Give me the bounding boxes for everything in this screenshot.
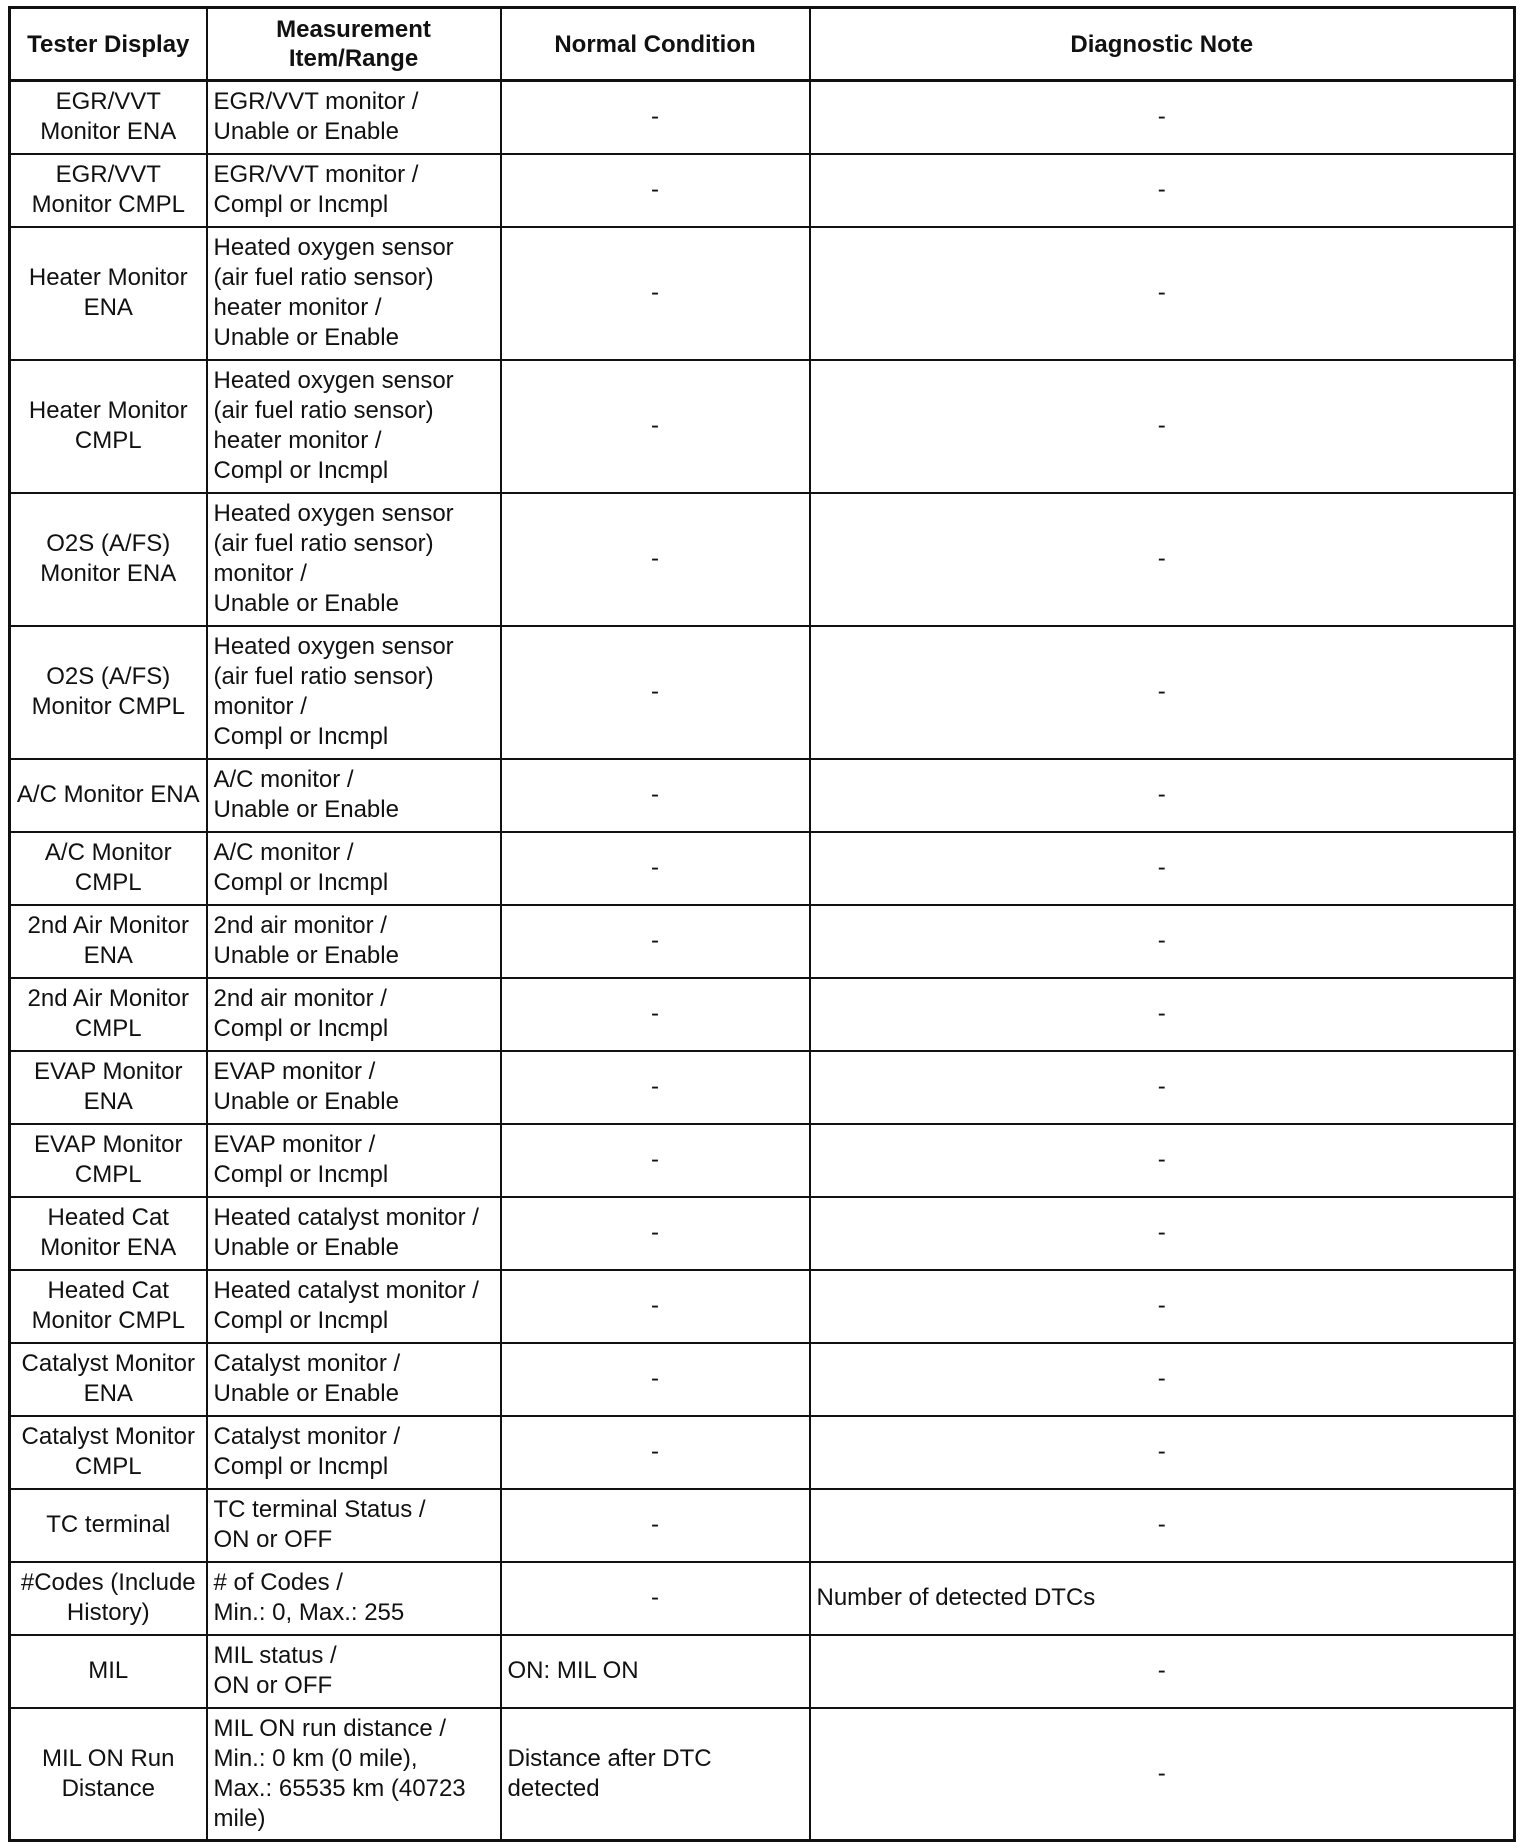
- cell-normal-condition: -: [501, 1489, 810, 1562]
- table-row: [10, 626, 1515, 759]
- cell-diagnostic-note: -: [810, 1197, 1515, 1270]
- cell-normal-condition: -: [501, 1051, 810, 1124]
- table-row: [10, 1124, 1515, 1197]
- cell-tester-display: Catalyst Monitor CMPL: [10, 1416, 207, 1489]
- cell-diagnostic-note: -: [810, 81, 1515, 154]
- cell-measurement: Heated catalyst monitor / Compl or Incmpl: [207, 1270, 501, 1343]
- cell-measurement: 2nd air monitor / Compl or Incmpl: [207, 978, 501, 1051]
- cell-tester-display: Heated Cat Monitor CMPL: [10, 1270, 207, 1343]
- cell-tester-display: 2nd Air Monitor ENA: [10, 905, 207, 978]
- cell-tester-display: Heater Monitor CMPL: [10, 360, 207, 493]
- table-row: [10, 832, 1515, 905]
- cell-measurement: 2nd air monitor / Unable or Enable: [207, 905, 501, 978]
- cell-measurement: TC terminal Status / ON or OFF: [207, 1489, 501, 1562]
- cell-normal-condition: -: [501, 154, 810, 227]
- cell-diagnostic-note: -: [810, 1124, 1515, 1197]
- table-row: [10, 759, 1515, 832]
- cell-tester-display: Heated Cat Monitor ENA: [10, 1197, 207, 1270]
- table-row: [10, 1635, 1515, 1708]
- cell-normal-condition: -: [501, 227, 810, 360]
- table-row: [10, 1489, 1515, 1562]
- cell-diagnostic-note: -: [810, 759, 1515, 832]
- cell-tester-display: 2nd Air Monitor CMPL: [10, 978, 207, 1051]
- cell-tester-display: O2S (A/FS) Monitor CMPL: [10, 626, 207, 759]
- table-row: [10, 1051, 1515, 1124]
- table-row: [10, 227, 1515, 360]
- cell-diagnostic-note: -: [810, 1051, 1515, 1124]
- table-row: [10, 1562, 1515, 1635]
- cell-measurement: EGR/VVT monitor / Unable or Enable: [207, 81, 501, 154]
- table-row: [10, 1197, 1515, 1270]
- cell-tester-display: A/C Monitor CMPL: [10, 832, 207, 905]
- cell-measurement: EGR/VVT monitor / Compl or Incmpl: [207, 154, 501, 227]
- cell-measurement: MIL status / ON or OFF: [207, 1635, 501, 1708]
- cell-diagnostic-note: -: [810, 1343, 1515, 1416]
- table-row: [10, 154, 1515, 227]
- cell-diagnostic-note: -: [810, 227, 1515, 360]
- cell-tester-display: TC terminal: [10, 1489, 207, 1562]
- cell-diagnostic-note: -: [810, 493, 1515, 626]
- cell-measurement: EVAP monitor / Unable or Enable: [207, 1051, 501, 1124]
- cell-normal-condition: -: [501, 978, 810, 1051]
- cell-measurement: Catalyst monitor / Compl or Incmpl: [207, 1416, 501, 1489]
- cell-diagnostic-note: -: [810, 1708, 1515, 1841]
- table-row: [10, 1343, 1515, 1416]
- cell-diagnostic-note: -: [810, 626, 1515, 759]
- cell-normal-condition: -: [501, 626, 810, 759]
- cell-normal-condition: Distance after DTC detected: [501, 1708, 810, 1841]
- table-row: [10, 978, 1515, 1051]
- table-row: [10, 1708, 1515, 1841]
- cell-normal-condition: -: [501, 905, 810, 978]
- cell-normal-condition: -: [501, 1343, 810, 1416]
- cell-diagnostic-note: -: [810, 1489, 1515, 1562]
- diagnostic-data-table: [8, 6, 1516, 1842]
- cell-measurement: Heated oxygen sensor (air fuel ratio sensor) heater monitor / Compl or Incmpl: [207, 360, 501, 493]
- table-row: [10, 360, 1515, 493]
- cell-tester-display: Heater Monitor ENA: [10, 227, 207, 360]
- cell-tester-display: O2S (A/FS) Monitor ENA: [10, 493, 207, 626]
- table-row: [10, 493, 1515, 626]
- header-row: [10, 8, 1515, 81]
- cell-measurement: A/C monitor / Unable or Enable: [207, 759, 501, 832]
- cell-diagnostic-note: -: [810, 1416, 1515, 1489]
- header-measurement: Measurement Item/Range: [207, 8, 501, 81]
- cell-normal-condition: ON: MIL ON: [501, 1635, 810, 1708]
- cell-diagnostic-note: -: [810, 832, 1515, 905]
- cell-tester-display: EVAP Monitor CMPL: [10, 1124, 207, 1197]
- header-diagnostic-note: Diagnostic Note: [810, 8, 1515, 81]
- cell-normal-condition: -: [501, 1270, 810, 1343]
- cell-tester-display: #Codes (Include History): [10, 1562, 207, 1635]
- cell-tester-display: EVAP Monitor ENA: [10, 1051, 207, 1124]
- cell-normal-condition: -: [501, 832, 810, 905]
- cell-normal-condition: -: [501, 81, 810, 154]
- cell-diagnostic-note: -: [810, 154, 1515, 227]
- cell-tester-display: Catalyst Monitor ENA: [10, 1343, 207, 1416]
- cell-tester-display: EGR/VVT Monitor CMPL: [10, 154, 207, 227]
- table-row: [10, 1416, 1515, 1489]
- cell-measurement: Heated oxygen sensor (air fuel ratio sensor) monitor / Unable or Enable: [207, 493, 501, 626]
- header-tester-display: Tester Display: [10, 8, 207, 81]
- cell-diagnostic-note: -: [810, 1270, 1515, 1343]
- cell-measurement: EVAP monitor / Compl or Incmpl: [207, 1124, 501, 1197]
- cell-tester-display: MIL: [10, 1635, 207, 1708]
- cell-diagnostic-note: -: [810, 978, 1515, 1051]
- cell-normal-condition: -: [501, 1124, 810, 1197]
- cell-normal-condition: -: [501, 1416, 810, 1489]
- cell-diagnostic-note: Number of detected DTCs: [810, 1562, 1515, 1635]
- cell-tester-display: MIL ON Run Distance: [10, 1708, 207, 1841]
- table-row: [10, 1270, 1515, 1343]
- cell-diagnostic-note: -: [810, 905, 1515, 978]
- cell-measurement: Heated oxygen sensor (air fuel ratio sensor) heater monitor / Unable or Enable: [207, 227, 501, 360]
- cell-normal-condition: -: [501, 360, 810, 493]
- cell-tester-display: A/C Monitor ENA: [10, 759, 207, 832]
- cell-measurement: Heated catalyst monitor / Unable or Enable: [207, 1197, 501, 1270]
- cell-measurement: A/C monitor / Compl or Incmpl: [207, 832, 501, 905]
- cell-normal-condition: -: [501, 493, 810, 626]
- cell-measurement: Heated oxygen sensor (air fuel ratio sensor) monitor / Compl or Incmpl: [207, 626, 501, 759]
- cell-normal-condition: -: [501, 1562, 810, 1635]
- cell-measurement: MIL ON run distance / Min.: 0 km (0 mile), Max.: 65535 km (40723 mile): [207, 1708, 501, 1841]
- cell-normal-condition: -: [501, 759, 810, 832]
- table-row: [10, 81, 1515, 154]
- cell-diagnostic-note: -: [810, 360, 1515, 493]
- cell-normal-condition: -: [501, 1197, 810, 1270]
- cell-tester-display: EGR/VVT Monitor ENA: [10, 81, 207, 154]
- cell-measurement: Catalyst monitor / Unable or Enable: [207, 1343, 501, 1416]
- header-normal-condition: Normal Condition: [501, 8, 810, 81]
- table-row: [10, 905, 1515, 978]
- cell-measurement: # of Codes / Min.: 0, Max.: 255: [207, 1562, 501, 1635]
- cell-diagnostic-note: -: [810, 1635, 1515, 1708]
